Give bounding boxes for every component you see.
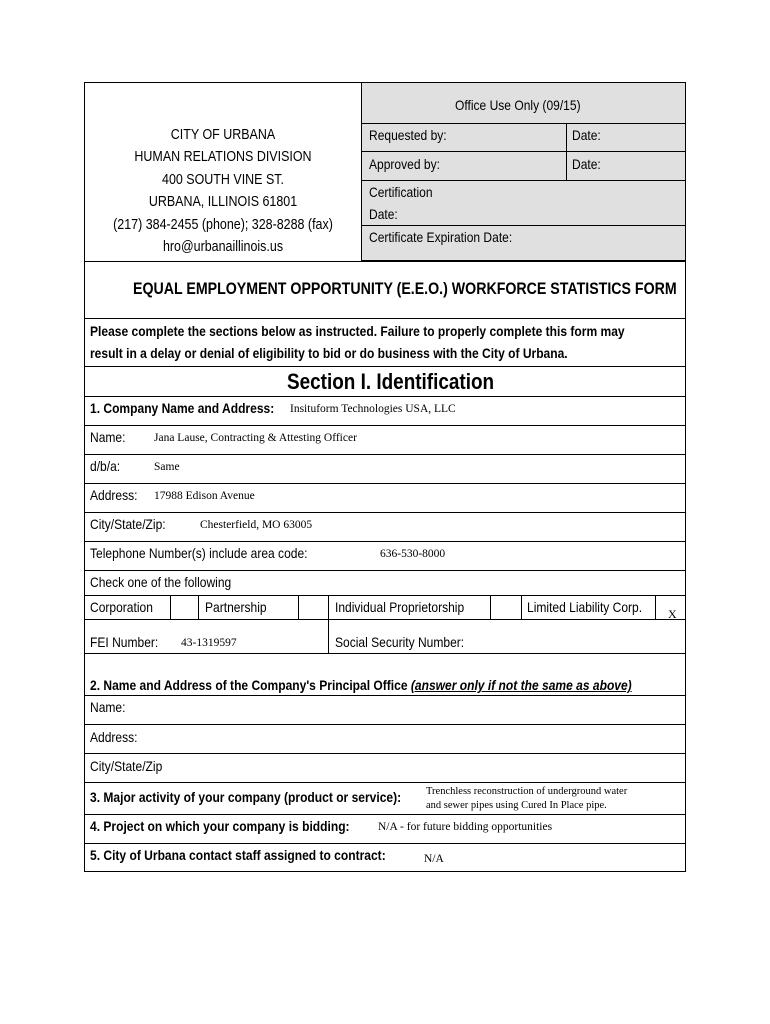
principal-address-label: Address: (90, 729, 138, 745)
org-address (88, 124, 358, 258)
major-activity-label: 3. Major activity of your company (product or service): (90, 789, 402, 805)
company-name-label: 1. Company Name and Address: (90, 400, 275, 416)
contact-staff-label: 5. City of Urbana contact staff assigned to contract: (90, 847, 386, 863)
cert-expiration-label: Certificate Expiration Date: (369, 229, 513, 245)
checkbox-partnership[interactable] (299, 596, 328, 619)
instructions-line-1: Please complete the sections below as instructed. Failure to properly complete this form may (90, 323, 625, 339)
office-use-title: Office Use Only (09/15) (455, 97, 581, 113)
requested-date-label: Date: (572, 127, 601, 143)
section2-title-note: (answer only if not the same as above) (410, 677, 632, 693)
llc-checked-mark: X (668, 607, 677, 621)
telephone-label: Telephone Number(s) include area code: (90, 545, 308, 561)
section2-title (90, 677, 632, 693)
org-line: URBANA, ILLINOIS 61801 (148, 194, 298, 211)
address-value[interactable]: 17988 Edison Avenue (154, 490, 255, 502)
telephone-value[interactable]: 636-530-8000 (380, 548, 446, 560)
fei-number-value[interactable]: 43-1319597 (181, 637, 237, 649)
company-name-value[interactable]: Insituform Technologies USA, LLC (290, 403, 456, 415)
approved-date-label: Date: (572, 156, 601, 172)
cert-date-label: Date: (369, 206, 398, 222)
approved-by-label: Approved by: (369, 156, 440, 172)
option-corporation: Corporation (90, 599, 153, 615)
checkbox-corporation[interactable] (171, 596, 198, 619)
principal-city-label: City/State/Zip (90, 758, 163, 774)
address-label: Address: (90, 487, 138, 503)
org-line: HUMAN RELATIONS DIVISION (134, 149, 312, 166)
org-email: hro@urbanaillinois.us (162, 239, 284, 256)
option-individual-proprietorship: Individual Proprietorship (335, 599, 465, 615)
ssn-label: Social Security Number: (335, 634, 465, 650)
certification-label: Certification (369, 184, 433, 200)
form-title: EQUAL EMPLOYMENT OPPORTUNITY (E.E.O.) WORKFORCE STATISTICS FORM (133, 280, 677, 298)
dba-label: d/b/a: (90, 458, 121, 474)
city-state-zip-value[interactable]: Chesterfield, MO 63005 (200, 519, 313, 531)
instructions-line-2: result in a delay or denial of eligibility to bid or do business with the City of Urbana. (90, 345, 568, 361)
checkbox-individual-proprietorship[interactable] (491, 596, 521, 619)
contact-staff-value[interactable]: N/A (424, 853, 444, 865)
org-line: CITY OF URBANA (170, 127, 276, 143)
org-line: (217) 384-2455 (phone); 328-8288 (fax) (113, 216, 333, 233)
section1-title: Section I. Identification (287, 369, 495, 394)
option-limited-liability-corp: Limited Liability Corp. (527, 599, 643, 615)
check-one-label: Check one of the following (90, 574, 232, 590)
major-activity-value-1[interactable]: Trenchless reconstruction of underground water (426, 786, 628, 797)
major-activity-value-2[interactable]: and sewer pipes using Cured In Place pipe. (426, 800, 607, 811)
name-label: Name: (90, 429, 126, 445)
project-value[interactable]: N/A - for future bidding opportunities (378, 821, 553, 833)
principal-name-label: Name: (90, 699, 126, 715)
requested-by-label: Requested by: (369, 127, 447, 143)
name-value[interactable]: Jana Lause, Contracting & Attesting Officer (154, 432, 357, 444)
org-line: 400 SOUTH VINE ST. (162, 171, 284, 188)
fei-number-label: FEI Number: (90, 634, 159, 650)
option-partnership: Partnership (205, 599, 267, 615)
dba-value[interactable]: Same (154, 461, 180, 473)
city-state-zip-label: City/State/Zip: (90, 516, 166, 532)
project-label: 4. Project on which your company is bidding: (90, 818, 350, 834)
section2-title-main: 2. Name and Address of the Company's Principal Office (90, 677, 411, 693)
